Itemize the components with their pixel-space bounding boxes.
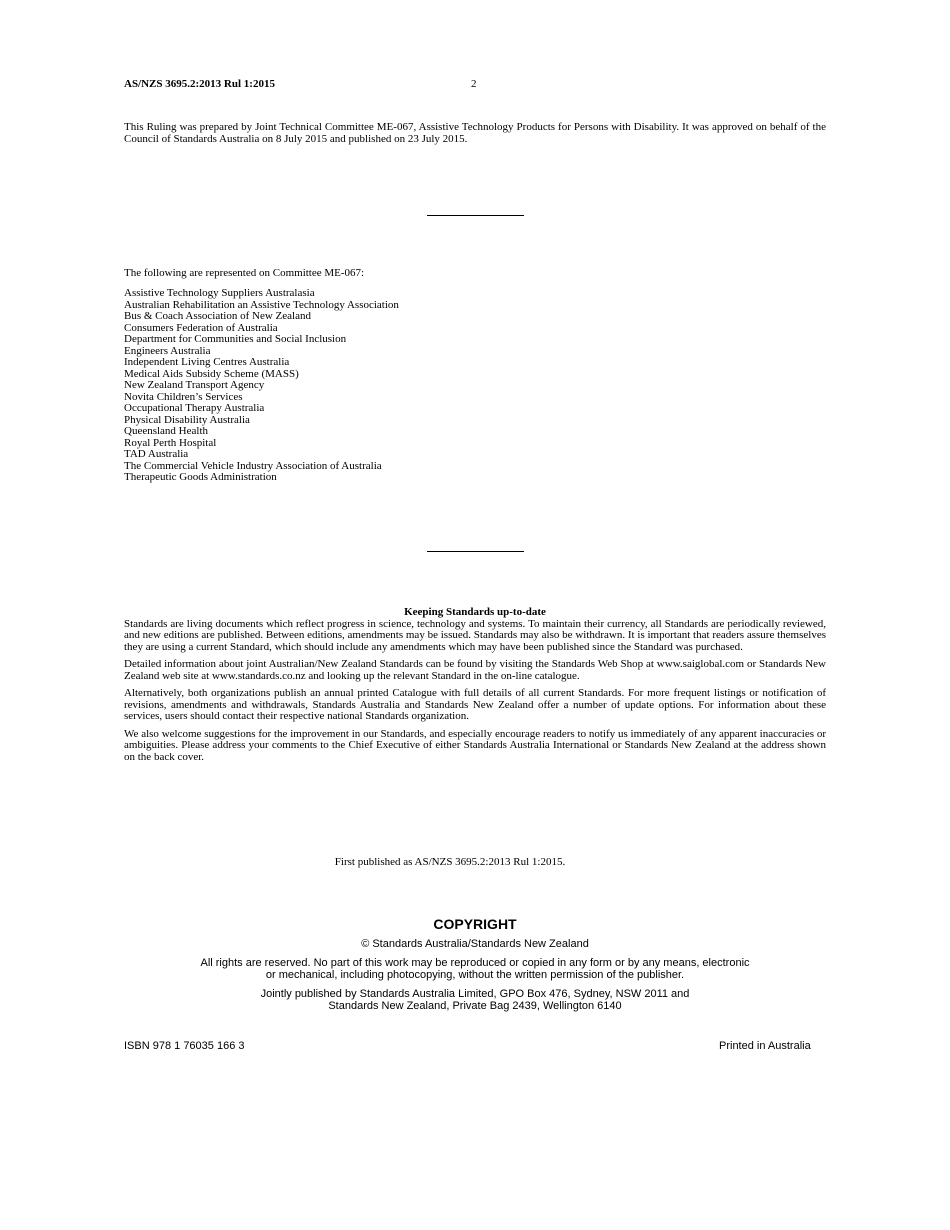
list-item: Occupational Therapy Australia <box>124 402 265 414</box>
first-published-note: First published as AS/NZS 3695.2:2013 Rul 1:2015. <box>334 856 566 868</box>
rights-line: All rights are reserved. No part of this work may be reproduced or copied in any form or by any means, electronic <box>200 956 750 969</box>
list-item: Novita Children’s Services <box>124 390 243 403</box>
document-reference: AS/NZS 3695.2:2013 Rul 1:2015 <box>124 78 275 90</box>
list-item: New Zealand Transport Agency <box>124 379 265 391</box>
list-item: The Commercial Vehicle Industry Association of Australia <box>124 459 382 472</box>
body-paragraph: Detailed information about joint Australian/New Zealand Standards can be found by visiting the Standards Web Shop at www.saiglobal.com or Standards New Zealand web site at www.standards.co.nz and looking up the relevant Standard in the on-line catalogue. <box>124 658 826 682</box>
list-item: Department for Communities and Social Inclusion <box>124 333 347 345</box>
copyright-heading: COPYRIGHT <box>433 916 517 932</box>
list-item: Medical Aids Subsidy Scheme (MASS) <box>124 367 299 380</box>
copyright-block <box>0 916 950 1019</box>
section-divider <box>427 551 524 552</box>
list-item: Assistive Technology Suppliers Australasia <box>124 287 315 299</box>
list-item: Physical Disability Australia <box>124 413 250 426</box>
rights-line: or mechanical, including photocopying, without the written permission of the publisher. <box>265 969 685 981</box>
list-item: Queensland Health <box>124 425 208 437</box>
copyright-owner: © Standards Australia/Standards New Zealand <box>361 938 589 950</box>
section-heading: Keeping Standards up-to-date <box>404 606 546 618</box>
section-divider <box>427 215 524 216</box>
committee-intro: The following are represented on Committee ME-067: <box>124 267 365 279</box>
isbn-label: ISBN 978 1 76035 166 3 <box>124 1040 245 1052</box>
list-item: Therapeutic Goods Administration <box>124 471 277 483</box>
body-paragraph: We also welcome suggestions for the improvement in our Standards, and especially encourage readers to notify us immediately of any apparent inaccuracies or ambiguities. Please address your comments to the Chief Executive of either Standards Australia International or Standards New Zealand at the address shown on the back cover. <box>124 727 826 763</box>
list-item: Engineers Australia <box>124 344 211 357</box>
body-paragraph: Alternatively, both organizations publish an annual printed Catalogue with full details of all current Standards. For more frequent listings or notification of revisions, amendments and withdrawals, Standards Australia and Standards New Zealand offer a number of update options. For information about these services, users should contact their respective national Standards organization. <box>124 687 826 722</box>
ruling-paragraph: This Ruling was prepared by Joint Technical Committee ME-067, Assistive Technology Products for Persons with Disability. It was approved on behalf of the Council of Standards Australia on 8 July 2015 and published on 23 July 2015. <box>124 121 826 145</box>
body-paragraph: Standards are living documents which reflect progress in science, technology and systems. To maintain their currency, all Standards are periodically reviewed, and new editions are published. Between editions, amendments may be issued. Standards may also be withdrawn. It is important that readers assure themselves they are using a current Standard, which should include any amendments which may have been published since the Standard was purchased. <box>124 617 826 653</box>
copyright-rights <box>0 957 950 982</box>
page-number: 2 <box>471 78 477 90</box>
list-item: Consumers Federation of Australia <box>124 321 278 334</box>
list-item: Royal Perth Hospital <box>124 436 217 449</box>
keeping-standards-section <box>124 607 826 769</box>
printed-in-label: Printed in Australia <box>719 1040 811 1052</box>
list-item: Bus & Coach Association of New Zealand <box>124 310 311 322</box>
copyright-publisher <box>0 988 950 1013</box>
list-item: TAD Australia <box>124 448 189 460</box>
list-item: Independent Living Centres Australia <box>124 356 290 368</box>
committee-member-list <box>124 288 399 484</box>
publisher-line: Standards New Zealand, Private Bag 2439, Wellington 6140 <box>328 1000 622 1012</box>
publisher-line: Jointly published by Standards Australia Limited, GPO Box 476, Sydney, NSW 2011 and <box>260 987 690 1000</box>
list-item: Australian Rehabilitation an Assistive Technology Association <box>124 298 399 311</box>
